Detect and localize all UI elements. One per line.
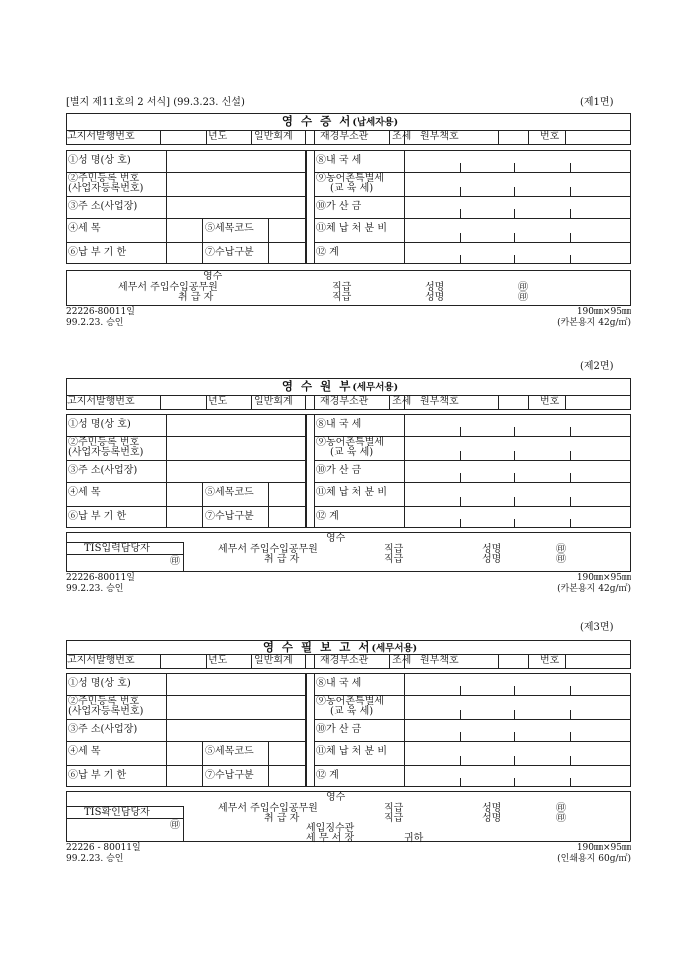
header-divider — [404, 654, 405, 669]
seal-mark: ㊞ — [170, 556, 180, 567]
page-number: (제2면) — [580, 361, 614, 372]
seal-mark: ㊞ — [556, 544, 566, 555]
amount-tick — [514, 473, 515, 482]
label-item: ④세 목 — [68, 746, 101, 757]
row-line — [66, 741, 305, 742]
header-account: 일반회계 — [254, 655, 293, 666]
header-divider — [389, 654, 390, 669]
amount-tick — [570, 209, 571, 218]
row-line — [66, 719, 305, 720]
label-delinq: ⑪체 납 처 분 비 — [316, 487, 388, 498]
paper-size: 190㎜×95㎜ — [576, 843, 631, 853]
header-ledger: 원부책호 — [420, 396, 459, 407]
label-pay-type: ⑦수납구분 — [205, 770, 254, 781]
amount-tick — [460, 519, 461, 528]
rank-label: 직급 — [384, 554, 404, 565]
amount-tick — [460, 497, 461, 506]
header-divider — [498, 130, 499, 145]
amount-tick — [570, 778, 571, 787]
paper-type: (인쇄용지 60g/㎡) — [557, 854, 631, 864]
header-ledger: 원부책호 — [420, 655, 459, 666]
approval-date: 99.2.23. 승인 — [66, 584, 124, 594]
amount-tick — [514, 710, 515, 719]
label-pay-type: ⑦수납구분 — [205, 511, 254, 522]
header-divider — [305, 130, 306, 145]
label-item-code: ⑤세목코드 — [205, 223, 254, 234]
row-line — [314, 765, 631, 766]
header-divider — [206, 130, 207, 145]
rank-label: 직급 — [384, 813, 404, 824]
name-label: 성명 — [482, 554, 502, 565]
header-year: 년도 — [208, 396, 228, 407]
header-tax: 조세 — [392, 655, 412, 666]
amount-tick — [570, 233, 571, 242]
header-divider — [389, 395, 390, 410]
amount-tick — [460, 732, 461, 741]
amount-tick — [570, 451, 571, 460]
grid-divider — [268, 482, 269, 528]
grid-divider — [202, 741, 203, 787]
grid-divider — [314, 673, 315, 787]
header-tax: 조세 — [392, 396, 412, 407]
seal-mark: ㊞ — [556, 813, 566, 824]
paper-type: (카본용지 42g/㎡) — [557, 318, 631, 328]
grid-divider — [305, 150, 307, 264]
label-rural2: (교 육 세) — [330, 183, 374, 194]
label-penalty: ⑩가 산 금 — [316, 201, 362, 212]
row-line — [66, 765, 305, 766]
header-ministry: 재경부소관 — [320, 131, 369, 142]
page-number: (제3면) — [580, 622, 614, 633]
header-divider — [565, 395, 566, 410]
amount-tick — [514, 187, 515, 196]
header-account: 일반회계 — [254, 396, 293, 407]
label-total: ⑫ 계 — [316, 770, 339, 781]
amount-tick — [514, 233, 515, 242]
header-divider — [565, 654, 566, 669]
form-title: 영 수 필 보 고 서(세무서용) — [262, 640, 418, 654]
header-divider — [314, 395, 315, 410]
row-line — [314, 196, 631, 197]
amount-tick — [570, 732, 571, 741]
row-line — [66, 196, 305, 197]
label-name: ①성 명(상 호) — [68, 678, 131, 689]
row-line — [66, 242, 305, 243]
grid-divider — [166, 673, 167, 787]
form-code: 22226-80011일 — [66, 573, 135, 583]
label-due: ⑥납 부 기 한 — [68, 247, 127, 258]
header-divider — [498, 654, 499, 669]
label-rural1: ⑨농어촌특별세 — [316, 696, 384, 707]
label-due: ⑥납 부 기 한 — [68, 770, 127, 781]
header-divider — [160, 395, 161, 410]
label-reg2: (사업자등록번호) — [68, 706, 144, 717]
label-reg2: (사업자등록번호) — [68, 183, 144, 194]
header-divider — [404, 130, 405, 145]
row-line — [314, 242, 631, 243]
header-ministry: 재경부소관 — [320, 396, 369, 407]
label-name: ①성 명(상 호) — [68, 155, 131, 166]
header-ledger: 원부책호 — [420, 131, 459, 142]
rank-label: 직급 — [384, 544, 404, 555]
label-addr: ③주 소(사업장) — [68, 724, 138, 735]
amount-tick — [460, 710, 461, 719]
header-divider — [251, 654, 252, 669]
grid-divider — [202, 482, 203, 528]
amount-tick — [460, 163, 461, 172]
form-title: 영 수 증 서(납세자용) — [281, 114, 399, 128]
label-rural2: (교 육 세) — [330, 706, 374, 717]
name-label: 성명 — [425, 292, 445, 303]
amount-tick — [460, 778, 461, 787]
amount-tick — [514, 163, 515, 172]
row-line — [314, 741, 631, 742]
receipt-label: 영수 — [326, 792, 346, 803]
row-line — [66, 218, 305, 219]
approval-date: 99.2.23. 승인 — [66, 854, 124, 864]
name-label: 성명 — [482, 544, 502, 555]
label-delinq: ⑪체 납 처 분 비 — [316, 746, 388, 757]
amount-tick — [514, 451, 515, 460]
header-divider — [160, 654, 161, 669]
receipt-handler: 취 급 자 — [264, 554, 300, 565]
amount-tick — [460, 473, 461, 482]
name-label: 성명 — [425, 282, 445, 293]
header-number: 번호 — [540, 396, 560, 407]
header-divider — [251, 130, 252, 145]
header-divider — [314, 130, 315, 145]
receipt-office: 세무서 주입수입공무원 — [118, 282, 218, 293]
label-item: ④세 목 — [68, 487, 101, 498]
grid-divider — [268, 218, 269, 264]
receipt-office: 세무서 주입수입공무원 — [218, 544, 318, 555]
row-line — [314, 482, 631, 483]
header-divider — [314, 654, 315, 669]
label-rural1: ⑨농어촌특별세 — [316, 437, 384, 448]
grid-divider — [404, 673, 405, 787]
office-chief-label: 세 무 서 장 — [306, 833, 355, 844]
name-label: 성명 — [482, 813, 502, 824]
form-code: 22226-80011일 — [66, 307, 135, 317]
row-line — [66, 506, 305, 507]
label-national: ⑧내 국 세 — [316, 419, 362, 430]
tis-label: TIS입력담당자 — [84, 543, 150, 554]
label-reg2: (사업자등록번호) — [68, 447, 144, 458]
amount-tick — [460, 756, 461, 765]
receipt-office: 세무서 주입수입공무원 — [218, 803, 318, 814]
rank-label: 직급 — [384, 803, 404, 814]
honorific-label: 귀하 — [404, 833, 424, 844]
seal-mark: ㊞ — [518, 292, 528, 303]
amount-tick — [514, 686, 515, 695]
paper-type: (카본용지 42g/㎡) — [557, 584, 631, 594]
grid-divider — [202, 218, 203, 264]
header-divider — [206, 654, 207, 669]
rank-label: 직급 — [332, 282, 352, 293]
header-divider — [528, 130, 529, 145]
tis-label: TIS확인담당자 — [84, 807, 150, 818]
label-reg1: ②주민등록 번호 — [68, 696, 140, 707]
amount-tick — [460, 255, 461, 264]
header-year: 년도 — [208, 131, 228, 142]
label-total: ⑫ 계 — [316, 247, 339, 258]
header-divider — [389, 130, 390, 145]
label-item-code: ⑤세목코드 — [205, 487, 254, 498]
header-account: 일반회계 — [254, 131, 293, 142]
header-number: 번호 — [540, 131, 560, 142]
amount-tick — [570, 473, 571, 482]
row-line — [66, 482, 305, 483]
label-national: ⑧내 국 세 — [316, 678, 362, 689]
amount-tick — [514, 255, 515, 264]
form-title: 영 수 원 부(세무서용) — [281, 379, 399, 393]
label-penalty: ⑩가 산 금 — [316, 465, 362, 476]
header-notice_no: 고지서발행번호 — [67, 396, 135, 407]
form-ref: [별지 제11호의 2 서식] (99.3.23. 신설) — [66, 97, 245, 108]
page-number: (제1면) — [580, 97, 614, 108]
label-addr: ③주 소(사업장) — [68, 465, 138, 476]
amount-tick — [460, 187, 461, 196]
name-label: 성명 — [482, 803, 502, 814]
amount-tick — [570, 756, 571, 765]
receipt-handler: 취 급 자 — [178, 292, 214, 303]
seal-mark: ㊞ — [170, 820, 180, 831]
header-divider — [160, 130, 161, 145]
label-due: ⑥납 부 기 한 — [68, 511, 127, 522]
paper-size: 190㎜×95㎜ — [576, 307, 631, 317]
header-ministry: 재경부소관 — [320, 655, 369, 666]
grid-divider — [314, 414, 315, 528]
amount-tick — [460, 427, 461, 436]
header-tax: 조세 — [392, 131, 412, 142]
amount-tick — [514, 427, 515, 436]
amount-tick — [460, 233, 461, 242]
amount-tick — [514, 778, 515, 787]
grid-divider — [314, 150, 315, 264]
header-divider — [305, 654, 306, 669]
label-reg1: ②주민등록 번호 — [68, 173, 140, 184]
receipt-handler: 취 급 자 — [264, 813, 300, 824]
amount-tick — [460, 451, 461, 460]
seal-mark: ㊞ — [518, 282, 528, 293]
row-line — [314, 506, 631, 507]
amount-tick — [514, 732, 515, 741]
amount-tick — [570, 710, 571, 719]
header-divider — [251, 395, 252, 410]
grid-divider — [404, 414, 405, 528]
label-item: ④세 목 — [68, 223, 101, 234]
receipt-label: 영수 — [326, 533, 346, 544]
label-national: ⑧내 국 세 — [316, 155, 362, 166]
amount-tick — [570, 519, 571, 528]
amount-tick — [570, 255, 571, 264]
label-item-code: ⑤세목코드 — [205, 746, 254, 757]
label-rural1: ⑨농어촌특별세 — [316, 173, 384, 184]
receipt-label: 영수 — [203, 271, 223, 282]
label-name: ①성 명(상 호) — [68, 419, 131, 430]
grid-divider — [166, 150, 167, 264]
amount-tick — [514, 209, 515, 218]
grid-divider — [166, 414, 167, 528]
label-penalty: ⑩가 산 금 — [316, 724, 362, 735]
paper-size: 190㎜×95㎜ — [576, 573, 631, 583]
row-line — [314, 460, 631, 461]
header-divider — [528, 395, 529, 410]
grid-divider — [268, 741, 269, 787]
label-pay-type: ⑦수납구분 — [205, 247, 254, 258]
header-number: 번호 — [540, 655, 560, 666]
seal-mark: ㊞ — [556, 803, 566, 814]
amount-tick — [570, 497, 571, 506]
header-divider — [305, 395, 306, 410]
grid-divider — [305, 673, 307, 787]
grid-divider — [404, 150, 405, 264]
header-notice_no: 고지서발행번호 — [67, 655, 135, 666]
row-line — [66, 460, 305, 461]
label-total: ⑫ 계 — [316, 511, 339, 522]
label-delinq: ⑪체 납 처 분 비 — [316, 223, 388, 234]
header-divider — [498, 395, 499, 410]
amount-tick — [570, 163, 571, 172]
label-rural2: (교 육 세) — [330, 447, 374, 458]
amount-tick — [514, 497, 515, 506]
header-divider — [528, 654, 529, 669]
amount-tick — [460, 686, 461, 695]
rank-label: 직급 — [332, 292, 352, 303]
header-divider — [404, 395, 405, 410]
label-addr: ③주 소(사업장) — [68, 201, 138, 212]
header-divider — [565, 130, 566, 145]
collector-label: 세입징수관 — [306, 823, 355, 834]
amount-tick — [570, 187, 571, 196]
amount-tick — [514, 756, 515, 765]
amount-tick — [514, 519, 515, 528]
header-divider — [206, 395, 207, 410]
seal-mark: ㊞ — [556, 554, 566, 565]
header-notice_no: 고지서발행번호 — [67, 131, 135, 142]
amount-tick — [570, 686, 571, 695]
header-year: 년도 — [208, 655, 228, 666]
label-reg1: ②주민등록 번호 — [68, 437, 140, 448]
amount-tick — [460, 209, 461, 218]
approval-date: 99.2.23. 승인 — [66, 318, 124, 328]
row-line — [314, 719, 631, 720]
row-line — [314, 218, 631, 219]
form-code: 22226 - 80011일 — [66, 843, 141, 853]
amount-tick — [570, 427, 571, 436]
grid-divider — [305, 414, 307, 528]
